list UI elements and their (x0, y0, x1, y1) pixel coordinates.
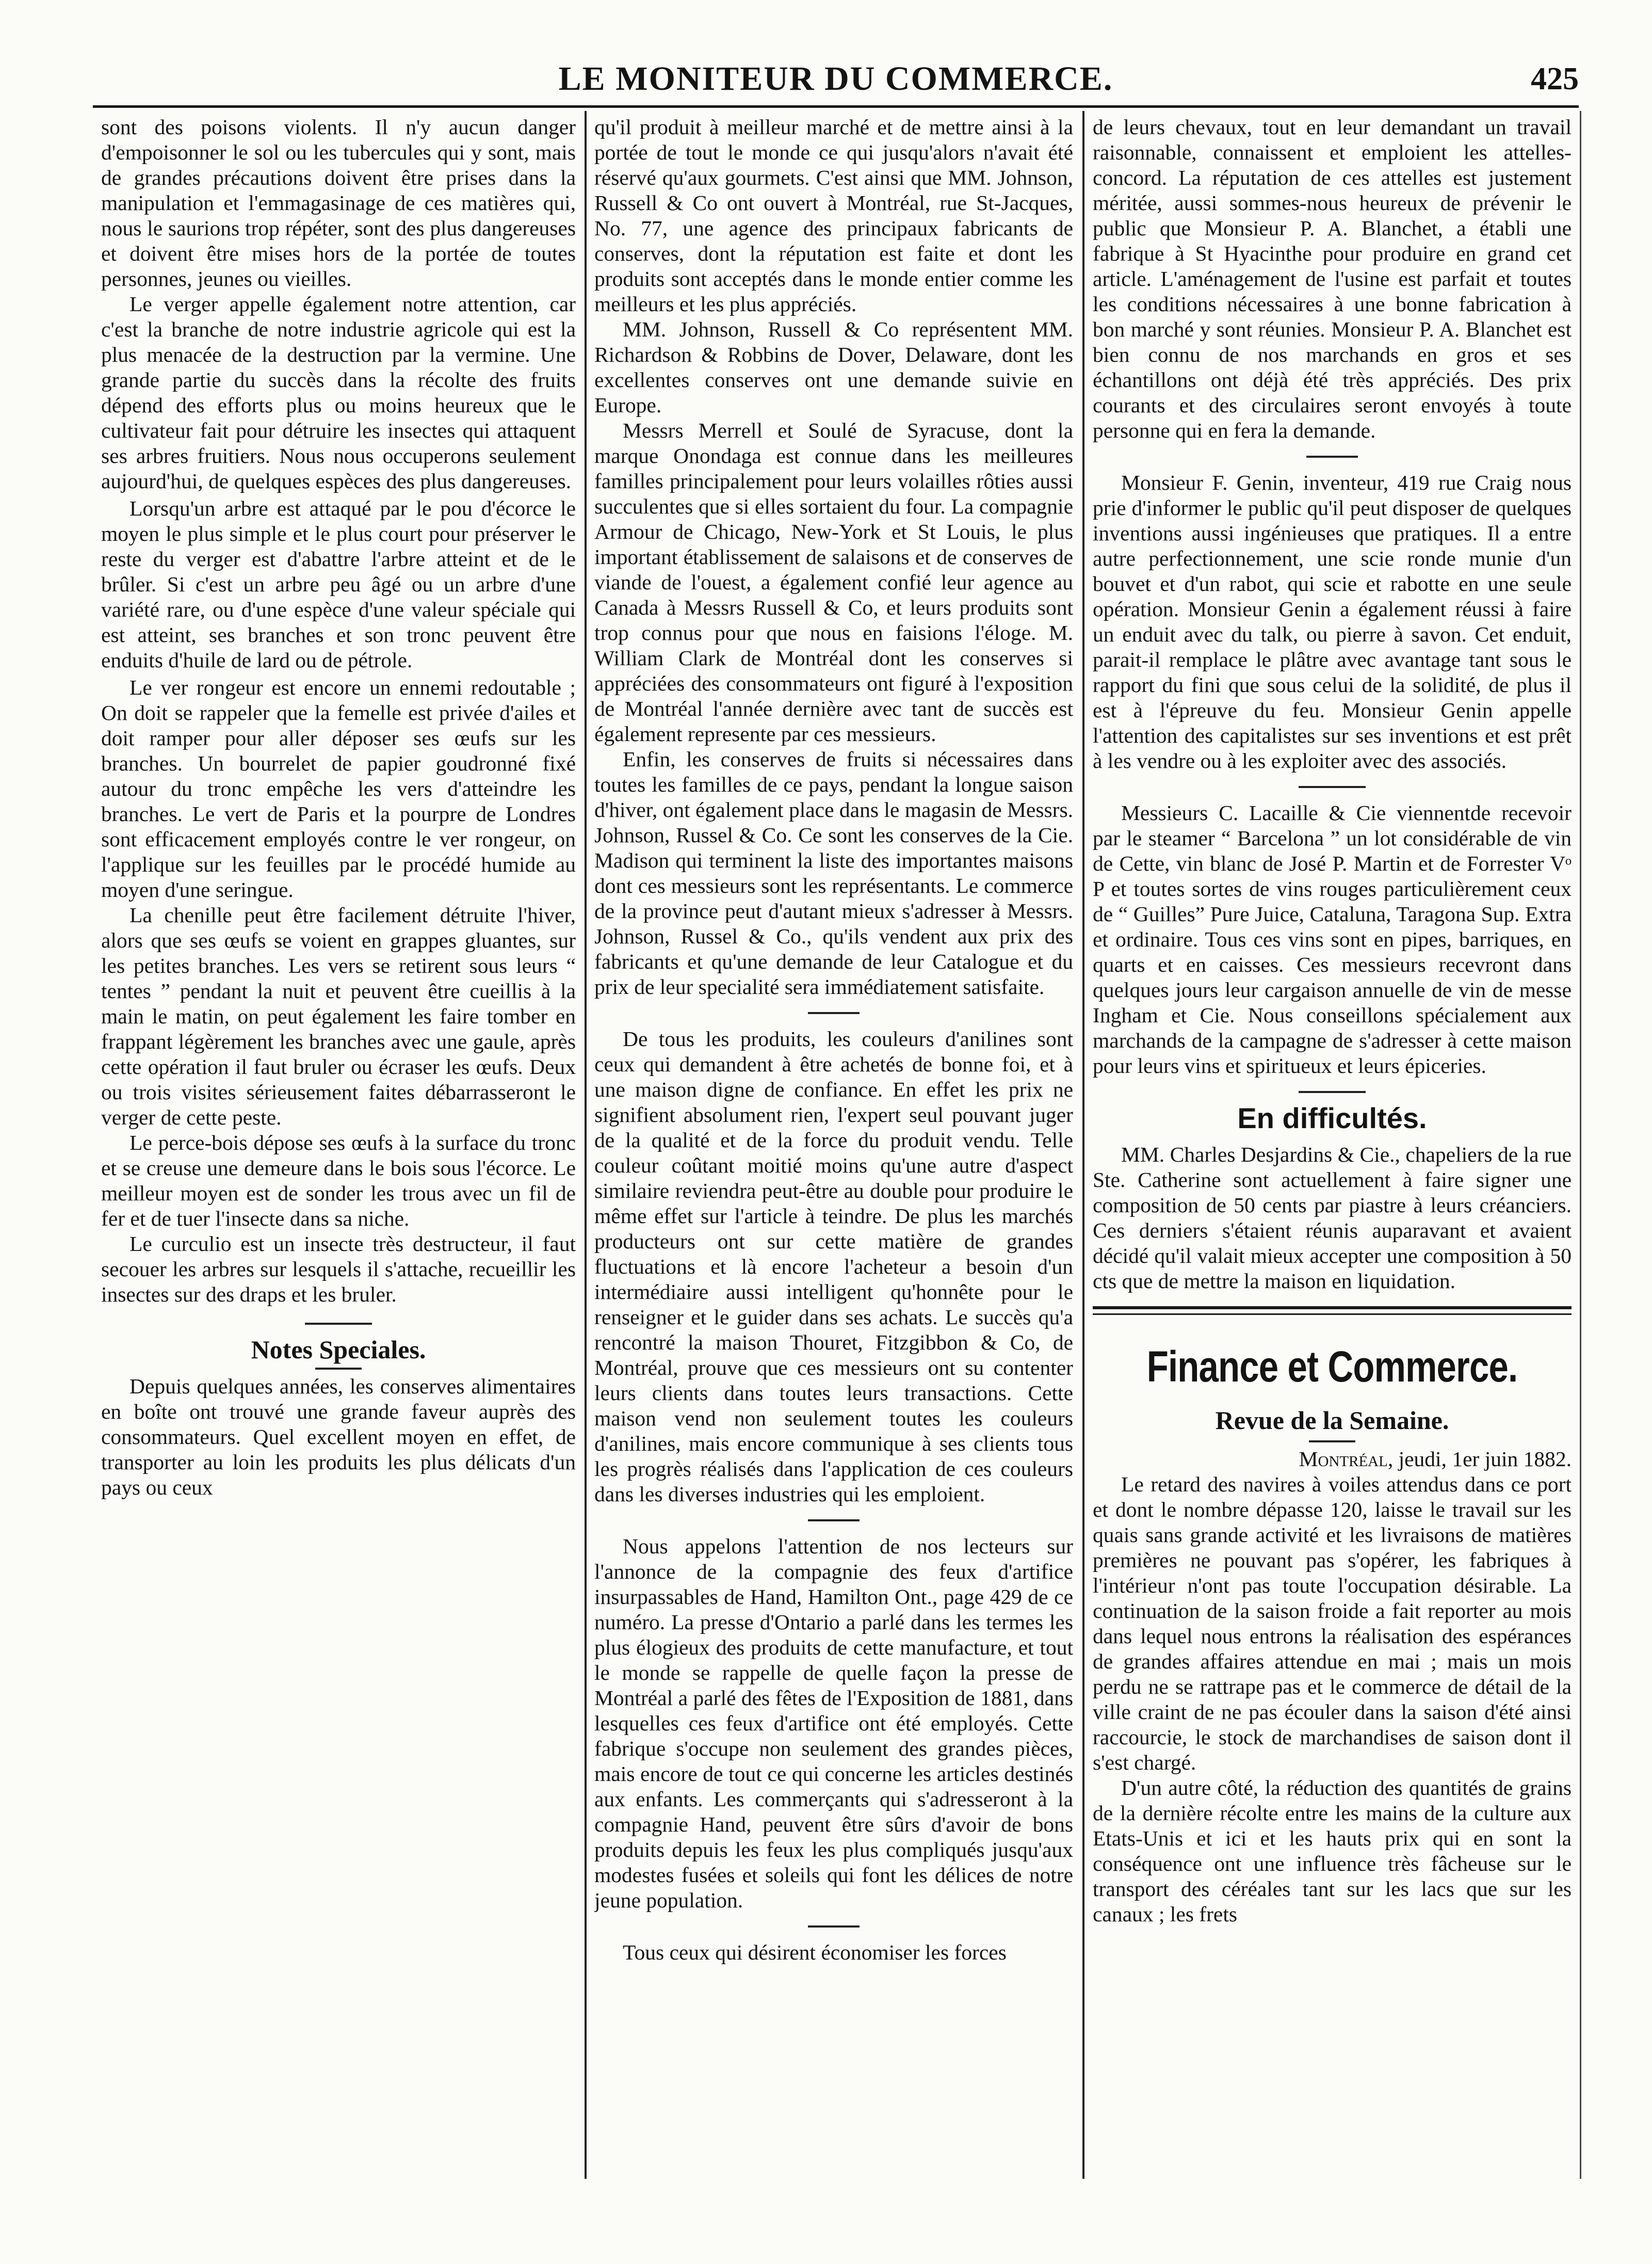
section-rule (1093, 1313, 1572, 1315)
section-heading-finance-et-commerce: Finance et Commerce. (1146, 1342, 1518, 1391)
paragraph: Enfin, les conserves de fruits si nécessaires dans toutes les familles de ce pays, pendant la longue saison d'hiver, ont également place dans le magasin de Messrs. Johnson, Russel & Co. Ce sont les conserves de la Cie. Madison qui terminent la liste des importantes maisons dont ces messieurs sont les représentants. Le commerce de la province peut d'autant mieux s'adresser à Messrs. Johnson, Russel & Co., qu'ils vendent aux prix des fabricants et qu'une demande de leur Catalogue et du prix de leur specialité sera immédiatement satisfaite. (594, 747, 1073, 999)
paragraph: Le verger appelle également notre attention, car c'est la branche de notre industrie agricole qui est la plus menacée de la destruction par la vermine. Une grande partie du succès dans la récolte des fruits dépend des efforts plus ou moins heureux que le cultivateur fait pour détruire les insectes qui attaquent ses arbres fruitiers. Nous nous occuperons seulement aujourd'hui, de quelques espèces des plus dangereuses. (101, 292, 576, 493)
paragraph: La chenille peut être facilement détruite l'hiver, alors que ses œufs se voient en grappes gluantes, sur les petites branches. Les vers se retirent sous leurs “ tentes ” pendant la nuit et peuvent être cueillis à la main le matin, on peut également les faire tomber en frappant légèrement les branches avec une gaule, après cette opération il faut bruler ou écraser les œufs. Deux ou trois visites sérieusement faites débarrasseront le verger de cette peste. (101, 903, 576, 1129)
dateline-date: , jeudi, 1er juin 1882. (1387, 1447, 1572, 1471)
paragraph: Monsieur F. Genin, inventeur, 419 rue Craig nous prie d'informer le public qu'il peut disposer de quelques inventions aussi ingénieuses que pratiques. Il a entre autre perfectionnement, une scie ronde munie d'un bouvet et d'un rabot, qui scie et rabotte en une seule opération. Monsieur Genin a également réussi à faire un enduit avec du talk, ou pierre à savon. Cet enduit, parait-il remplace le plâtre avec avantage tant sous le rapport du fini que sous celui de la solidité, de plus il est à l'épreuve du feu. Monsieur Genin appelle l'attention des capitalistes sur ses inventions et est prêt à les vendre ou à les exploiter avec des associés. (1093, 471, 1572, 773)
page-header (93, 56, 1579, 107)
column-2 (594, 115, 1073, 2174)
paragraph: Nous appelons l'attention de nos lecteurs sur l'annonce de la compagnie des feux d'artifice insurpassables de Hand, Hamilton Ont., page 429 de ce numéro. La presse d'Ontario a parlé dans les termes les plus élogieux des produits de cette manufacture, et tout le monde se rappelle de quelle façon la presse de Montréal a parlé des fêtes de l'Exposition de 1881, dans lesquelles ces feux d'artifice ont été employés. Cette fabrique s'occupe non seulement des grandes pièces, mais encore de tout ce qui concerne les articles destinés aux enfants. Les commerçants qui s'adresseront à la compagnie Hand, peuvent être sûrs d'avoir de bons produits depuis les feux les plus compliqués jusqu'aux modestes fusées et soleils qui font les délices de notre jeune population. (594, 1534, 1073, 1912)
paragraph: Le curculio est un insecte très destructeur, il faut secouer les arbres sur lesquels il s'attache, recueillir les insectes sur des draps et les bruler. (101, 1232, 576, 1306)
paragraph: MM. Charles Desjardins & Cie., chapeliers de la rue Ste. Catherine sont actuellement à faire signer une composition de 50 cents par piastre à leurs créanciers. Ces derniers s'étaient réunis auparavant et avaient décidé qu'il valait mieux accepter une composition à 50 cts que de mettre la maison en liquidation. (1093, 1143, 1572, 1293)
separator-rule (808, 1925, 860, 1928)
paragraph: D'un autre côté, la réduction des quantités de grains de la dernière récolte entre les mains de la culture aux Etats-Unis et ici et les hauts prix qui en sont la conséquence ont une influence très fâcheuse sur le transport des céréales tant sur les lacs que sur les canaux ; les frets (1093, 1776, 1572, 1926)
paragraph: Messieurs C. Lacaille & Cie viennentde recevoir par le steamer “ Barcelona ” un lot considérable de vin de Cette, vin blanc de José P. Martin et de Forrester Vᵒ P et toutes sortes de vins rouges particulièrement ceux de “ Guilles” Pure Juice, Cataluna, Taragona Sup. Extra et ordinaire. Tous ces vins sont en pipes, barriques, en quarts et en caisses. Ces messieurs recevront dans quelques jours leur cargaison annuelle de vin de messe Ingham et Cie. Nous conseillons spécialement aux marchands de la campagne de s'adresser à cette maison pour leurs vins et spiritueux et leurs épiceries. (1093, 801, 1572, 1078)
paragraph: Lorsqu'un arbre est attaqué par le pou d'écorce le moyen le plus simple et le plus court pour préserver le reste du verger est d'abattre l'arbre atteint et de le brûler. Si c'est un arbre peu âgé ou un arbre d'une variété rare, ou d'une espèce d'une valeur spéciale qui est atteint, ses branches et son tronc peuvent être enduits d'huile de lard ou de pétrole. (101, 496, 576, 672)
separator-rule (1309, 1440, 1355, 1442)
page-number: 425 (1531, 61, 1579, 97)
section-heading-en-difficultes: En difficultés. (1237, 1102, 1427, 1134)
paragraph: de leurs chevaux, tout en leur demandant un travail raisonnable, connaissent et emploient les attelles-concord. La réputation de ces attelles est justement méritée, aussi sommes-nous heureux de prévenir le public que Monsieur P. A. Blanchet, a établi une fabrique à St Hyacinthe pour produire en grand cet article. L'aménagement de l'usine est parfait et toutes les conditions nécessaires à une bonne fabrication à bon marché y sont réunies. Monsieur P. A. Blanchet est bien connu de nos marchands en gros et ses échantillons ont déjà été très appréciés. Des prix courants et des circulaires seront envoyés à toute personne qui en fera la demande. (1093, 115, 1572, 442)
paragraph: Depuis quelques années, les conserves alimentaires en boîte ont trouvé une grande faveur auprès des consommateurs. Quel excellent moyen en effet, de transporter au loin les produits les plus délicats d'un pays ou ceux (101, 1374, 576, 1499)
column-divider-2 (1082, 111, 1084, 2179)
separator-rule (315, 1368, 362, 1370)
dateline (1093, 1447, 1572, 1472)
column-divider-1 (585, 111, 587, 2179)
separator-rule (1299, 1091, 1366, 1093)
header-rule (93, 105, 1579, 108)
separator-rule (305, 1323, 372, 1325)
column-3 (1093, 115, 1572, 2174)
paragraph: sont des poisons violents. Il n'y aucun danger d'empoisonner le sol ou les tubercules qui y sont, mais de grandes précautions doivent être prises dans la manipulation et l'emmagasinage de ces matières qui, nous le saurions trop répéter, sont des plus dangereuses et doivent être mises hors de la portée de toutes personnes, jeunes ou vieilles. (101, 115, 576, 291)
paragraph: MM. Johnson, Russell & Co représentent MM. Richardson & Robbins de Dover, Delaware, dont les excellentes conserves ont une demande suivie en Europe. (594, 317, 1073, 417)
separator-rule (1299, 786, 1366, 788)
page-right-border (1580, 111, 1581, 2179)
separator-rule (808, 1012, 860, 1014)
paragraph: Le retard des navires à voiles attendus dans ce port et dont le nombre dépasse 120, laisse le travail sur les quais sans grande activité et les livraisons de matières premières ne pouvant pas s'opérer, les fabriques à l'intérieur n'ont pas toute l'occupation désirable. La continuation de la saison froide a fait reporter au mois dans lequel nous entrons la réalisation des espérances de grandes affaires attendue en mai ; mais un mois perdu ne se rattrape pas et le commerce de détail de la ville craint de ne pas écouler dans la saison d'été ainsi raccourcie, le stock de marchandises de saison dont il s'est chargé. (1093, 1472, 1572, 1774)
paragraph: qu'il produit à meilleur marché et de mettre ainsi à la portée de tout le monde ce qui jusqu'alors n'avait été réservé qu'aux gourmets. C'est ainsi que MM. Johnson, Russell & Co ont ouvert à Montréal, rue St-Jacques, No. 77, une agence des principaux fabricants de conserves, dont la réputation est faite et dont les produits sont acceptés dans le monde entier comme les meilleurs et les plus appréciés. (594, 115, 1073, 316)
separator-rule (808, 1519, 860, 1521)
paragraph: Le ver rongeur est encore un ennemi redoutable ; On doit se rappeler que la femelle est privée d'ailes et doit ramper pour aller déposer ses œufs sur les branches. Un bourrelet de papier goudronné fixé autour du tronc empêche les vers d'atteindre les branches. Le vert de Paris et la pourpre de Londres sont efficacement employés contre le ver rongeur, on l'applique sur les feuilles par le procédé humide au moyen d'une seringue. (101, 676, 576, 902)
separator-rule (1306, 456, 1358, 458)
section-rule (1093, 1306, 1572, 1309)
paragraph: De tous les produits, les couleurs d'anilines sont ceux qui demandent à être achetés de bonne foi, et à une maison digne de confiance. En effet les prix ne signifient absolument rien, l'expert seul pouvant juger de la qualité et de la force du produit vendu. Telle couleur coûtant moitié moins qu'une autre d'aspect similaire reviendra peut-être au double pour produire le même effet sur l'article à teindre. De plus les marchés producteurs ont sur cette matière de grandes fluctuations et là encore l'acheteur a besoin d'un intermédiaire aussi intelligent qu'honnête pour le renseigner et le guider dans ses achats. Le succès qu'a rencontré la maison Thouret, Fitzgibbon & Co, de Montréal, prouve que ces messieurs ont su contenter leurs clients dans toutes leurs transactions. Cette maison vend non seulement toutes les couleurs d'anilines, mais encore communique à ses clients tous les progrès réalisés dans l'application de ces couleurs dans les diverses industries qui les emploient. (594, 1027, 1073, 1506)
dateline-place: Montréal (1299, 1447, 1388, 1471)
section-heading-notes-speciales: Notes Speciales. (251, 1335, 426, 1364)
subheading-revue-de-la-semaine: Revue de la Semaine. (1215, 1406, 1449, 1435)
paragraph: Le perce-bois dépose ses œufs à la surface du tronc et se creuse une demeure dans le bois sous l'écorce. Le meilleur moyen est de sonder les trous avec un fil de fer et de tuer l'insecte dans sa niche. (101, 1131, 576, 1230)
newspaper-title: LE MONITEUR DU COMMERCE. (558, 60, 1113, 98)
column-1 (101, 115, 576, 2174)
paragraph: Tous ceux qui désirent économiser les forces (623, 1940, 1007, 1964)
paragraph: Messrs Merrell et Soulé de Syracuse, dont la marque Onondaga est connue dans les meilleures familles principalement pour leurs volailles rôties aussi succulentes que si elles sortaient du four. La compagnie Armour de Chicago, New-York et St Louis, le plus important établissement de salaisons et de conserves de viande de l'ouest, a également confié leur agence au Canada à Messrs Russell & Co, et leurs produits sont trop connus pour que nous en faisions l'éloge. M. William Clark de Montréal dont les conserves si appréciées des consommateurs ont figuré à l'exposition de Montréal l'année dernière avec tant de succès est également represente par ces messieurs. (594, 419, 1073, 746)
